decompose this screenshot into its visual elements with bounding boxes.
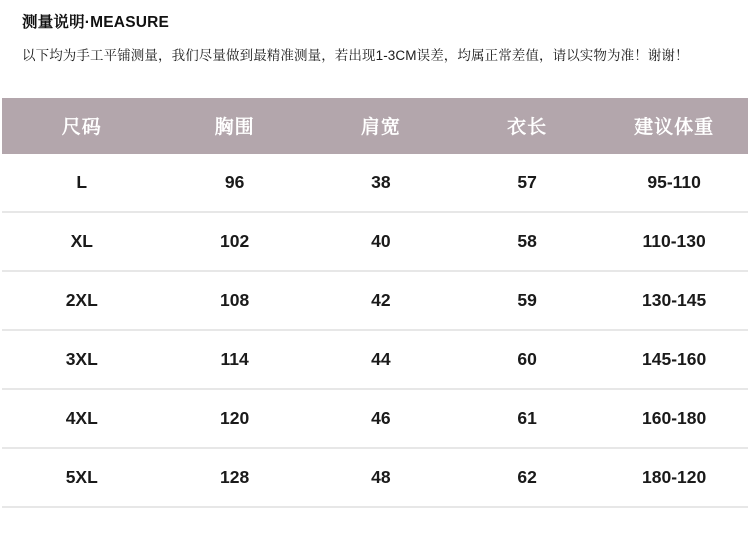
cell-shoulder: 46 [308,389,454,448]
cell-size: 5XL [2,448,162,507]
table-row [2,154,748,212]
column-header-length: 衣长 [454,98,600,154]
size-table-head [2,98,748,154]
cell-bust: 128 [162,448,308,507]
cell-weight: 110-130 [600,212,748,271]
column-header-weight: 建议体重 [600,98,748,154]
cell-length: 59 [454,271,600,330]
cell-length: 58 [454,212,600,271]
cell-shoulder: 48 [308,448,454,507]
cell-weight: 160-180 [600,389,748,448]
table-header-row [2,98,748,154]
table-row [2,389,748,448]
size-table-container [0,98,750,508]
cell-weight: 95-110 [600,154,748,212]
table-row [2,330,748,389]
size-table [2,98,748,508]
cell-size: XL [2,212,162,271]
cell-size: 3XL [2,330,162,389]
cell-size: 4XL [2,389,162,448]
column-header-size: 尺码 [2,98,162,154]
cell-shoulder: 42 [308,271,454,330]
cell-weight: 145-160 [600,330,748,389]
cell-weight: 180-120 [600,448,748,507]
table-row [2,212,748,271]
measure-note: 以下均为手工平铺测量，我们尽量做到最精准测量，若出现1-3CM误差，均属正常差值，请以实物为准！谢谢！ [22,47,689,63]
cell-length: 62 [454,448,600,507]
cell-bust: 120 [162,389,308,448]
cell-bust: 114 [162,330,308,389]
cell-length: 61 [454,389,600,448]
table-row [2,448,748,507]
size-table-body [2,154,748,507]
cell-length: 60 [454,330,600,389]
table-row [2,271,748,330]
column-header-shoulder: 肩宽 [308,98,454,154]
cell-shoulder: 38 [308,154,454,212]
cell-bust: 108 [162,271,308,330]
cell-shoulder: 44 [308,330,454,389]
cell-shoulder: 40 [308,212,454,271]
measure-header [0,0,750,66]
cell-size: 2XL [2,271,162,330]
column-header-bust: 胸围 [162,98,308,154]
cell-bust: 96 [162,154,308,212]
cell-bust: 102 [162,212,308,271]
cell-size: L [2,154,162,212]
page-title: 测量说明·MEASURE [22,14,170,31]
cell-weight: 130-145 [600,271,748,330]
cell-length: 57 [454,154,600,212]
